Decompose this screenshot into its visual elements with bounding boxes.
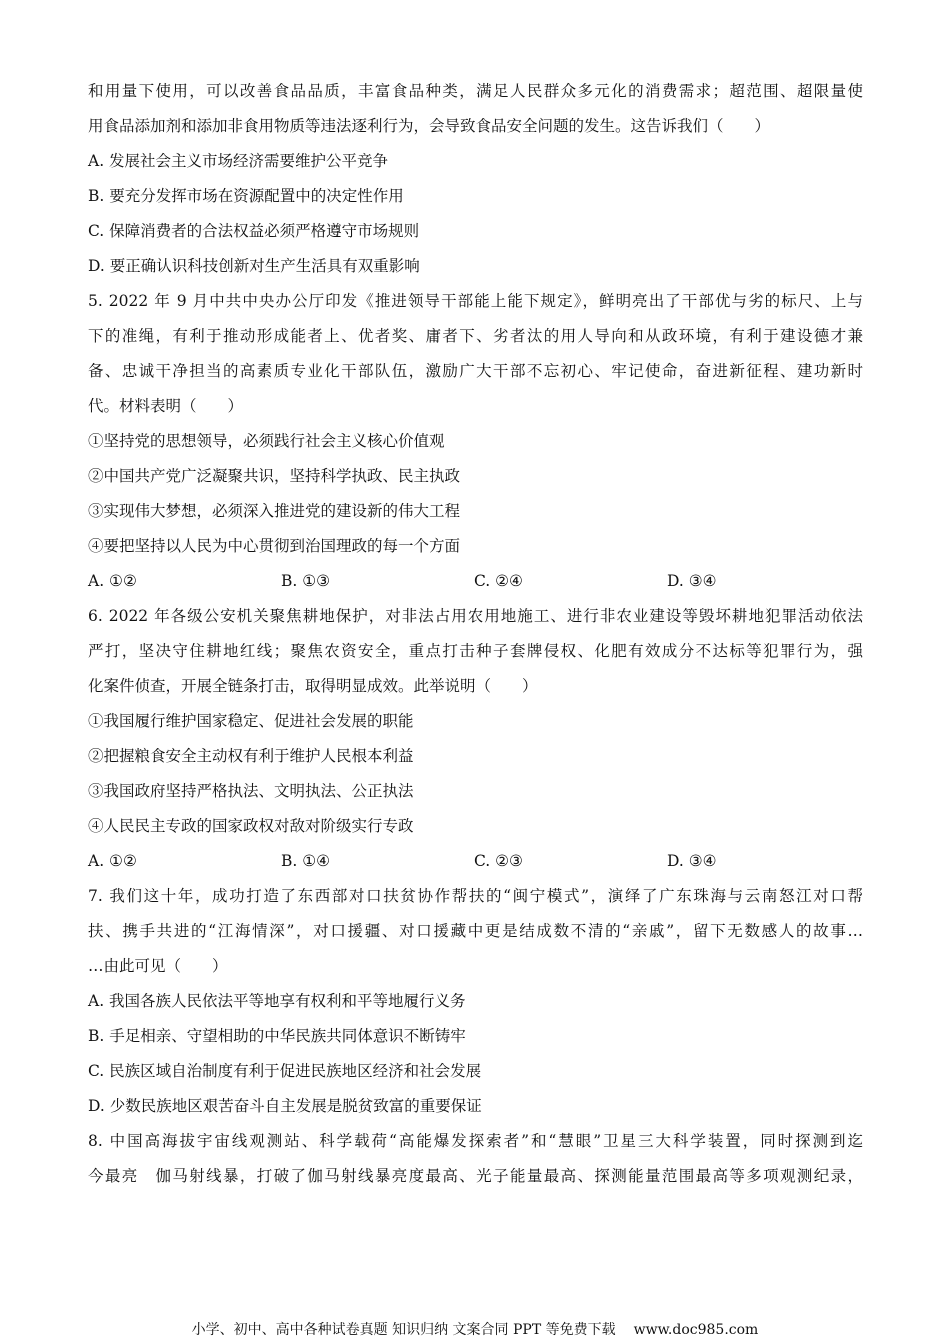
q7-option-d: D. 少数民族地区艰苦奋斗自主发展是脱贫致富的重要保证 xyxy=(88,1097,482,1115)
q5-stem-line: 5. 2022 年 9 月中共中央办公厅印发《推进领导干部能上能下规定》，鲜明亮出了干部优与劣的标尺、上与 xyxy=(88,292,863,310)
q8-stem-line: 8. 中国高海拔宇宙线观测站、科学载荷“高能爆发探索者”和“慧眼”卫星三大科学装置，同时探测到迄 xyxy=(88,1132,863,1150)
q4-option-b: B. 要充分发挥市场在资源配置中的决定性作用 xyxy=(88,187,404,205)
q4-stem-line: 和用量下使用，可以改善食品品质，丰富食品种类，满足人民群众多元化的消费需求；超范围、超限量使 xyxy=(88,82,863,100)
q4-option-d: D. 要正确认识科技创新对生产生活具有双重影响 xyxy=(88,257,420,275)
q7-stem-line: 扶、携手共进的“江海情深”，对口援疆、对口援藏中更是结成数不清的“亲戚”，留下无数感人的故事… xyxy=(88,922,863,940)
q7-stem-line: …由此可见（ ） xyxy=(88,957,228,975)
q5-statement-1: ①坚持党的思想领导，必须践行社会主义核心价值观 xyxy=(88,432,445,450)
q7-option-c: C. 民族区域自治制度有利于促进民族地区经济和社会发展 xyxy=(88,1062,482,1080)
q6-option-a: A. ①② xyxy=(88,852,137,870)
q6-options xyxy=(88,844,863,879)
q5-option-d: D. ③④ xyxy=(667,572,717,590)
q6-statement-4: ④人民民主专政的国家政权对敌对阶级实行专政 xyxy=(88,817,414,835)
q4-stem-line: 用食品添加剂和添加非食用物质等违法逐利行为，会导致食品安全问题的发生。这告诉我们（ ） xyxy=(88,117,771,135)
q5-option-c: C. ②④ xyxy=(474,572,523,590)
q6-statement-2: ②把握粮食安全主动权有利于维护人民根本利益 xyxy=(88,747,414,765)
footer-link[interactable]: www.doc985.com xyxy=(633,1322,759,1338)
q5-statement-2: ②中国共产党广泛凝聚共识，坚持科学执政、民主执政 xyxy=(88,467,461,485)
q5-option-a: A. ①② xyxy=(88,572,137,590)
exam-page xyxy=(88,74,863,1194)
page-footer xyxy=(0,1320,950,1340)
q5-stem-line: 下的准绳，有利于推动形成能者上、优者奖、庸者下、劣者汰的用人导向和从政环境，有利于建设德才兼 xyxy=(88,327,863,345)
q5-options xyxy=(88,564,863,599)
q5-statement-4: ④要把坚持以人民为中心贯彻到治国理政的每一个方面 xyxy=(88,537,461,555)
q7-option-b: B. 手足相亲、守望相助的中华民族共同体意识不断铸牢 xyxy=(88,1027,466,1045)
q6-statement-1: ①我国履行维护国家稳定、促进社会发展的职能 xyxy=(88,712,414,730)
q7-option-a: A. 我国各族人民依法平等地享有权利和平等地履行义务 xyxy=(88,992,466,1010)
q6-stem-line: 6. 2022 年各级公安机关聚焦耕地保护，对非法占用农用地施工、进行非农业建设等毁坏耕地犯罪活动依法 xyxy=(88,607,863,625)
q5-stem-line: 代。材料表明（ ） xyxy=(88,397,244,415)
q6-option-b: B. ①④ xyxy=(281,852,331,870)
q8-stem-line: 今最亮 伽马射线暴，打破了伽马射线暴亮度最高、光子能量最高、探测能量范围最高等多项观测纪录， xyxy=(88,1167,863,1185)
q5-option-b: B. ①③ xyxy=(281,572,331,590)
q5-statement-3: ③实现伟大梦想，必须深入推进党的建设新的伟大工程 xyxy=(88,502,461,520)
q5-stem-line: 备、忠诚干净担当的高素质专业化干部队伍，激励广大干部不忘初心、牢记使命，奋进新征程、建功新时 xyxy=(88,362,863,380)
q6-stem-line: 化案件侦查，开展全链条打击，取得明显成效。此举说明（ ） xyxy=(88,677,538,695)
q6-statement-3: ③我国政府坚持严格执法、文明执法、公正执法 xyxy=(88,782,414,800)
q4-option-c: C. 保障消费者的合法权益必须严格遵守市场规则 xyxy=(88,222,420,240)
q6-option-c: C. ②③ xyxy=(474,852,523,870)
q4-option-a: A. 发展社会主义市场经济需要维护公平竞争 xyxy=(88,152,389,170)
q7-stem-line: 7. 我们这十年，成功打造了东西部对口扶贫协作帮扶的“闽宁模式”，演绎了广东珠海与云南怒江对口帮 xyxy=(88,887,863,905)
q6-option-d: D. ③④ xyxy=(667,852,717,870)
footer-text: 小学、初中、高中各种试卷真题 知识归纳 文案合同 PPT 等免费下载 xyxy=(191,1322,616,1338)
q6-stem-line: 严打，坚决守住耕地红线；聚焦农资安全，重点打击种子套牌侵权、化肥有效成分不达标等犯罪行为，强 xyxy=(88,642,863,660)
